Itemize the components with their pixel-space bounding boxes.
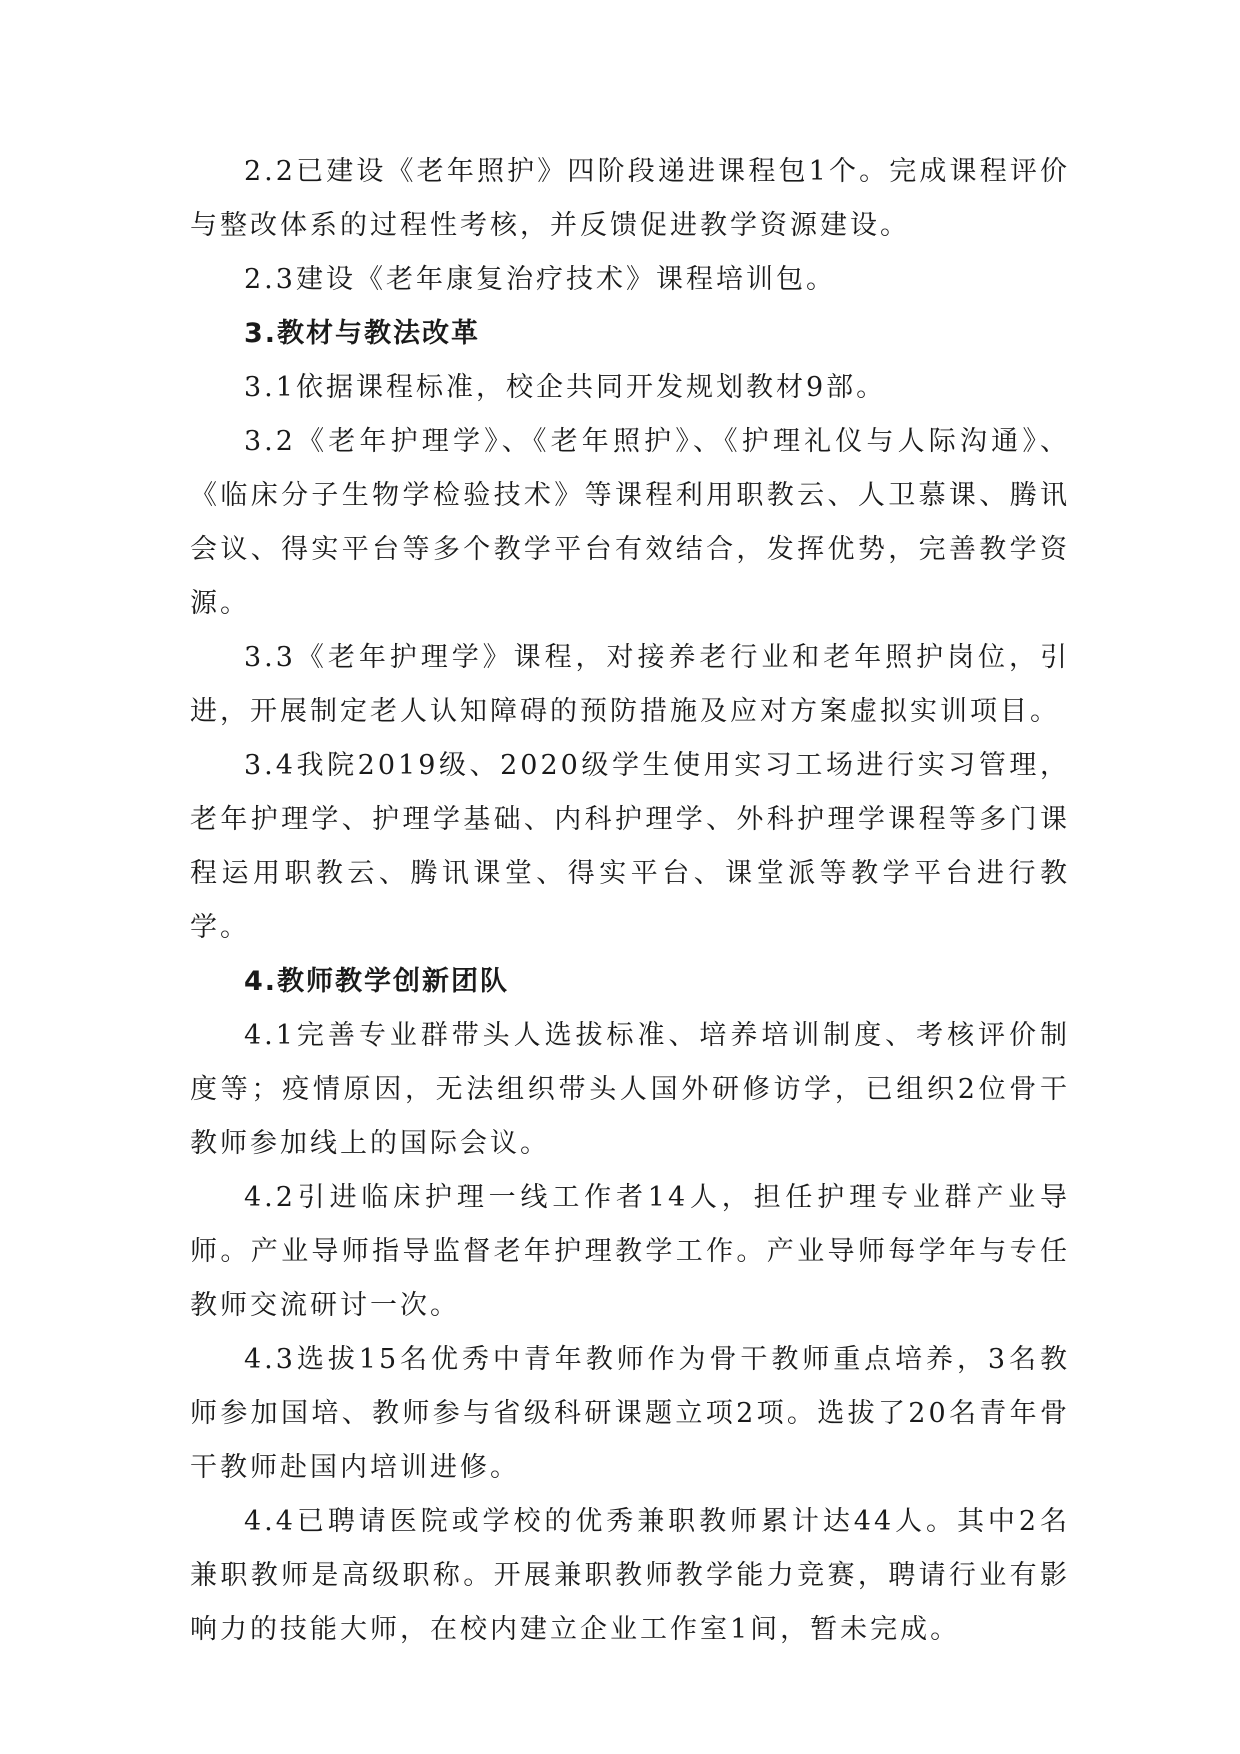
paragraph-4-3: 4.3选拔15名优秀中青年教师作为骨干教师重点培养，3名教师参加国培、教师参与省级科研课题立项2项。选拔了20名青年骨干教师赴国内培训进修。 bbox=[190, 1344, 1070, 1483]
section-heading-3: 3.教材与教法改革 bbox=[244, 318, 481, 349]
paragraph-3-2: 3.2《老年护理学》、《老年照护》、《护理礼仪与人际沟通》、《临床分子生物学检验技术》等课程利用职教云、人卫慕课、腾讯会议、得实平台等多个教学平台有效结合，发挥优势，完善教学资源。 bbox=[190, 426, 1070, 619]
section-heading-4: 4.教师教学创新团队 bbox=[244, 966, 510, 997]
paragraph-3-3: 3.3《老年护理学》课程，对接养老行业和老年照护岗位，引进，开展制定老人认知障碍的预防措施及应对方案虚拟实训项目。 bbox=[190, 642, 1070, 727]
document-body bbox=[190, 145, 1070, 1657]
paragraph-2-3: 2.3建设《老年康复治疗技术》课程培训包。 bbox=[244, 264, 836, 295]
paragraph-3-4: 3.4我院2019级、2020级学生使用实习工场进行实习管理，老年护理学、护理学基础、内科护理学、外科护理学课程等多门课程运用职教云、腾讯课堂、得实平台、课堂派等教学平台进行教学。 bbox=[190, 750, 1070, 943]
paragraph-3-1: 3.1依据课程标准，校企共同开发规划教材9部。 bbox=[244, 372, 887, 403]
paragraph-4-4: 4.4已聘请医院或学校的优秀兼职教师累计达44人。其中2名兼职教师是高级职称。开展兼职教师教学能力竞赛，聘请行业有影响力的技能大师，在校内建立企业工作室1间，暂未完成。 bbox=[190, 1506, 1070, 1645]
paragraph-2-2: 2.2已建设《老年照护》四阶段递进课程包1个。完成课程评价与整改体系的过程性考核，并反馈促进教学资源建设。 bbox=[190, 156, 1070, 241]
paragraph-4-1: 4.1完善专业群带头人选拔标准、培养培训制度、考核评价制度等；疫情原因，无法组织带头人国外研修访学，已组织2位骨干教师参加线上的国际会议。 bbox=[190, 1020, 1070, 1159]
paragraph-4-2: 4.2引进临床护理一线工作者14人，担任护理专业群产业导师。产业导师指导监督老年护理教学工作。产业导师每学年与专任教师交流研讨一次。 bbox=[190, 1182, 1070, 1321]
